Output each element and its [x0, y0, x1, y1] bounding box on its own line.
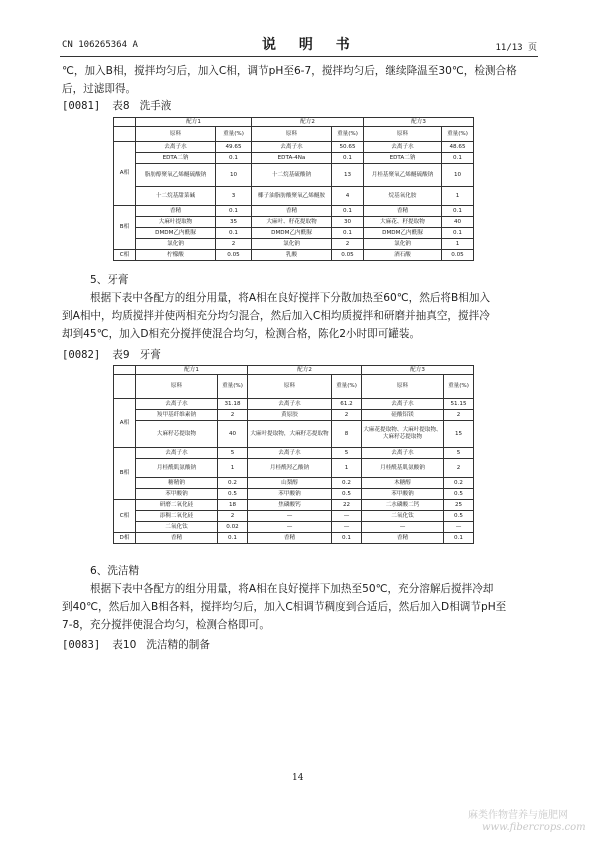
page-indicator: 11/13 页	[495, 43, 537, 53]
cell: DMDM乙内酰脲	[252, 228, 332, 239]
cell: 香精	[136, 206, 216, 217]
cell: 椰子油脂肪酸聚氧乙烯醚胺	[252, 187, 332, 206]
cell: 月桂酰基肌氨酸钠	[362, 459, 444, 478]
cell: EDTA二钠	[364, 153, 442, 164]
watermark-text: 麻类作物营养与施肥网	[468, 810, 568, 821]
body-line: 却到45℃，加入D相充分搅拌使混合均匀，检测合格，陈化2小时即可罐装。	[62, 328, 421, 340]
cell: 羧甲基纤维素钠	[136, 410, 218, 421]
table-row	[114, 228, 474, 239]
cell: 2	[218, 410, 248, 421]
cell: 大麻叶、籽花提取物	[252, 217, 332, 228]
cell: —	[332, 511, 362, 522]
cell: 0.05	[216, 250, 252, 261]
cell: 0.1	[218, 533, 248, 544]
cell: 脂肪醇聚氧乙烯醚硫酸钠	[136, 164, 216, 187]
cell: 2	[218, 511, 248, 522]
cell: 大麻花提取物、大麻叶提取物、大麻籽芯提取物	[362, 421, 444, 448]
cell: 二氧化钛	[136, 522, 218, 533]
cell: 大麻籽芯提取物	[136, 421, 218, 448]
cell: 木糖醇	[362, 478, 444, 489]
col-header: 重量(%)	[332, 375, 362, 399]
table-row	[114, 142, 474, 153]
cell: 1	[332, 459, 362, 478]
col-header: 原料	[362, 375, 444, 399]
cell: 焦磷酸钙	[248, 500, 332, 511]
cell: 10	[442, 164, 474, 187]
cell: 香精	[248, 533, 332, 544]
body-line: 到A相中，均质搅拌并使两相充分均匀混合，然后加入C相均质搅拌和研磨并抽真空，搅拌冷	[62, 310, 490, 322]
cell: 苯甲酸钠	[248, 489, 332, 500]
col-header: 重量(%)	[332, 127, 364, 142]
cell: 0.1	[442, 153, 474, 164]
cell: 去离子水	[252, 142, 332, 153]
cell: 去离子水	[362, 448, 444, 459]
col-header: 原料	[248, 375, 332, 399]
formula-2-header: 配方2	[252, 118, 364, 127]
cell: DMDM乙内酰脲	[136, 228, 216, 239]
cell: 大麻叶提取物，大麻籽芯提取物	[248, 421, 332, 448]
paragraph-tag: [0081]	[62, 100, 101, 112]
cell: 2	[444, 459, 474, 478]
phase-label: A相	[114, 399, 136, 448]
cell: 添稠二氧化硅	[136, 511, 218, 522]
cell: 0.02	[218, 522, 248, 533]
cell: 硅酸铝镁	[362, 410, 444, 421]
table-row	[114, 478, 474, 489]
cell: 去离子水	[136, 448, 218, 459]
cell: 0.5	[218, 489, 248, 500]
cell: EDTA-4Na	[252, 153, 332, 164]
cell: 大麻花、籽提取物	[364, 217, 442, 228]
cell: 8	[332, 421, 362, 448]
cell: 2	[216, 239, 252, 250]
cell: 61.2	[332, 399, 362, 410]
cell: 苯甲酸钠	[362, 489, 444, 500]
col-header: 原料	[136, 375, 218, 399]
cell: 0.1	[442, 228, 474, 239]
table-header-row	[114, 366, 474, 375]
table-row	[114, 239, 474, 250]
table-row	[114, 410, 474, 421]
cell: 0.2	[218, 478, 248, 489]
body-line: 根据下表中各配方的组分用量，将A相在良好搅拌下加热至50℃，充分溶解后搅拌冷却	[90, 583, 494, 595]
cell: 5	[218, 448, 248, 459]
cell: 酒石酸	[364, 250, 442, 261]
cell: 1	[442, 187, 474, 206]
cell: 0.1	[332, 153, 364, 164]
table-row	[114, 522, 474, 533]
cell: 51.15	[444, 399, 474, 410]
cell: 5	[332, 448, 362, 459]
cell: 13	[332, 164, 364, 187]
cell: 月桂酰羟乙酸钠	[248, 459, 332, 478]
table-subheader-row	[114, 375, 474, 399]
phase-label: A相	[114, 142, 136, 206]
cell: 0.05	[332, 250, 364, 261]
table-header-row	[114, 118, 474, 127]
cell: 香精	[252, 206, 332, 217]
table10-caption	[62, 637, 210, 652]
table-row	[114, 187, 474, 206]
cell: 柠檬酸	[136, 250, 216, 261]
cell: 0.1	[332, 206, 364, 217]
cell: 0.5	[332, 489, 362, 500]
cell: 40	[442, 217, 474, 228]
table-number: 表10	[112, 639, 137, 651]
table-row	[114, 164, 474, 187]
cell: 0.1	[216, 153, 252, 164]
cell: 25	[444, 500, 474, 511]
phase-label: C相	[114, 250, 136, 261]
table-row	[114, 153, 474, 164]
cell: 苯甲酸钠	[136, 489, 218, 500]
cell: 2	[444, 410, 474, 421]
cell: 2	[332, 410, 362, 421]
cell: 去离子水	[248, 448, 332, 459]
formula-3-header: 配方3	[364, 118, 474, 127]
document-title: 说 明 书	[262, 37, 359, 53]
cell: 香精	[136, 533, 218, 544]
body-line: 根据下表中各配方的组分用量，将A相在良好搅拌下分散加热至60℃，然后将B相加入	[90, 292, 491, 304]
cell: 烷基氧化胺	[364, 187, 442, 206]
cell: 黄原胶	[248, 410, 332, 421]
table8-caption	[62, 98, 171, 113]
watermark-url: www.fibercrops.com	[482, 822, 586, 833]
phase-label: D相	[114, 533, 136, 544]
cell: 4	[332, 187, 364, 206]
table-title: 牙膏	[139, 349, 161, 361]
formula-1-header: 配方1	[136, 366, 248, 375]
intro-line-2: 后，过滤即得。	[62, 83, 137, 95]
col-header: 原料	[136, 127, 216, 142]
table-number: 表8	[112, 100, 130, 112]
cell: 0.2	[444, 478, 474, 489]
cell: 15	[444, 421, 474, 448]
table-row	[114, 511, 474, 522]
cell: 0.1	[332, 533, 362, 544]
cell: 0.5	[444, 489, 474, 500]
formula-1-header: 配方1	[136, 118, 252, 127]
cell: 5	[444, 448, 474, 459]
col-header: 原料	[364, 127, 442, 142]
cell: 去离子水	[136, 399, 218, 410]
paragraph-tag: [0082]	[62, 349, 101, 361]
table8	[113, 117, 474, 261]
cell: —	[248, 511, 332, 522]
col-header: 重量(%)	[444, 375, 474, 399]
cell: 0.2	[332, 478, 362, 489]
col-header: 原料	[252, 127, 332, 142]
cell: 0.1	[216, 206, 252, 217]
cell: 二氧化钛	[362, 511, 444, 522]
cell: 氯化钠	[364, 239, 442, 250]
corner-cell	[114, 118, 136, 127]
cell: EDTA二钠	[136, 153, 216, 164]
patent-number: CN 106265364 A	[62, 40, 138, 50]
table-subheader-row	[114, 127, 474, 142]
cell: 月桂酰肌氨酸钠	[136, 459, 218, 478]
paragraph-tag: [0083]	[62, 639, 101, 651]
cell: 氯化钠	[136, 239, 216, 250]
cell: —	[362, 522, 444, 533]
cell: 十二烷基硫酸钠	[252, 164, 332, 187]
cell: 0.1	[444, 533, 474, 544]
table-row	[114, 206, 474, 217]
table-row	[114, 399, 474, 410]
blank-cell	[114, 375, 136, 399]
cell: 48.65	[442, 142, 474, 153]
cell: 30	[332, 217, 364, 228]
intro-line-1: ℃，加入B相，搅拌均匀后，加入C相，调节pH至6-7，搅拌均匀后，继续降温至30℃，检测合格	[62, 65, 517, 77]
cell: 二水磷酸二钙	[362, 500, 444, 511]
cell: 十二烷基甜菜碱	[136, 187, 216, 206]
cell: 0.1	[442, 206, 474, 217]
cell: —	[444, 522, 474, 533]
phase-label: B相	[114, 448, 136, 500]
col-header: 重量(%)	[218, 375, 248, 399]
formula-2-header: 配方2	[248, 366, 362, 375]
table-row	[114, 459, 474, 478]
cell: 2	[332, 239, 364, 250]
table-row	[114, 250, 474, 261]
cell: DMDM乙内酰脲	[364, 228, 442, 239]
table-row	[114, 217, 474, 228]
col-header: 重量(%)	[442, 127, 474, 142]
table-row	[114, 500, 474, 511]
phase-label: B相	[114, 206, 136, 250]
table-number: 表9	[112, 349, 130, 361]
table-row	[114, 448, 474, 459]
cell: 大麻叶提取物	[136, 217, 216, 228]
phase-label: C相	[114, 500, 136, 533]
blank-cell	[114, 127, 136, 142]
cell: 3	[216, 187, 252, 206]
page-number: 14	[292, 773, 304, 783]
cell: 50.65	[332, 142, 364, 153]
cell: 0.05	[442, 250, 474, 261]
cell: 氯化钠	[252, 239, 332, 250]
cell: 研磨二氧化硅	[136, 500, 218, 511]
table-title: 洗手液	[139, 100, 172, 112]
table-title: 洗洁精的制备	[146, 639, 210, 651]
body-line: 到40℃，然后加入B相各料，搅拌均匀后，加入C相调节稠度到合适后，然后加入D相调节pH至	[62, 601, 507, 613]
cell: 49.65	[216, 142, 252, 153]
table9	[113, 365, 474, 544]
section-heading: 5、牙膏	[90, 274, 129, 286]
header-rule	[60, 56, 538, 57]
body-line: 7-8，充分搅拌使混合均匀，检测合格即可。	[62, 619, 270, 631]
cell: 1	[218, 459, 248, 478]
cell: 去离子水	[136, 142, 216, 153]
col-header: 重量(%)	[216, 127, 252, 142]
cell: 0.5	[444, 511, 474, 522]
cell: —	[248, 522, 332, 533]
formula-3-header: 配方3	[362, 366, 474, 375]
cell: 0.1	[332, 228, 364, 239]
cell: 香精	[364, 206, 442, 217]
corner-cell	[114, 366, 136, 375]
cell: 糖精钠	[136, 478, 218, 489]
cell: 31.18	[218, 399, 248, 410]
cell: 香精	[362, 533, 444, 544]
section-heading: 6、洗洁精	[90, 565, 140, 577]
cell: 月桂基聚氧乙烯醚硫酸钠	[364, 164, 442, 187]
cell: 1	[442, 239, 474, 250]
table-row	[114, 533, 474, 544]
cell: 40	[218, 421, 248, 448]
table9-caption	[62, 347, 161, 362]
cell: 山梨醇	[248, 478, 332, 489]
cell: 去离子水	[362, 399, 444, 410]
table-row	[114, 489, 474, 500]
cell: 18	[218, 500, 248, 511]
cell: 去离子水	[364, 142, 442, 153]
cell: 去离子水	[248, 399, 332, 410]
cell: 10	[216, 164, 252, 187]
cell: 0.1	[216, 228, 252, 239]
cell: —	[332, 522, 362, 533]
table-row	[114, 421, 474, 448]
cell: 22	[332, 500, 362, 511]
cell: 乳酸	[252, 250, 332, 261]
cell: 35	[216, 217, 252, 228]
